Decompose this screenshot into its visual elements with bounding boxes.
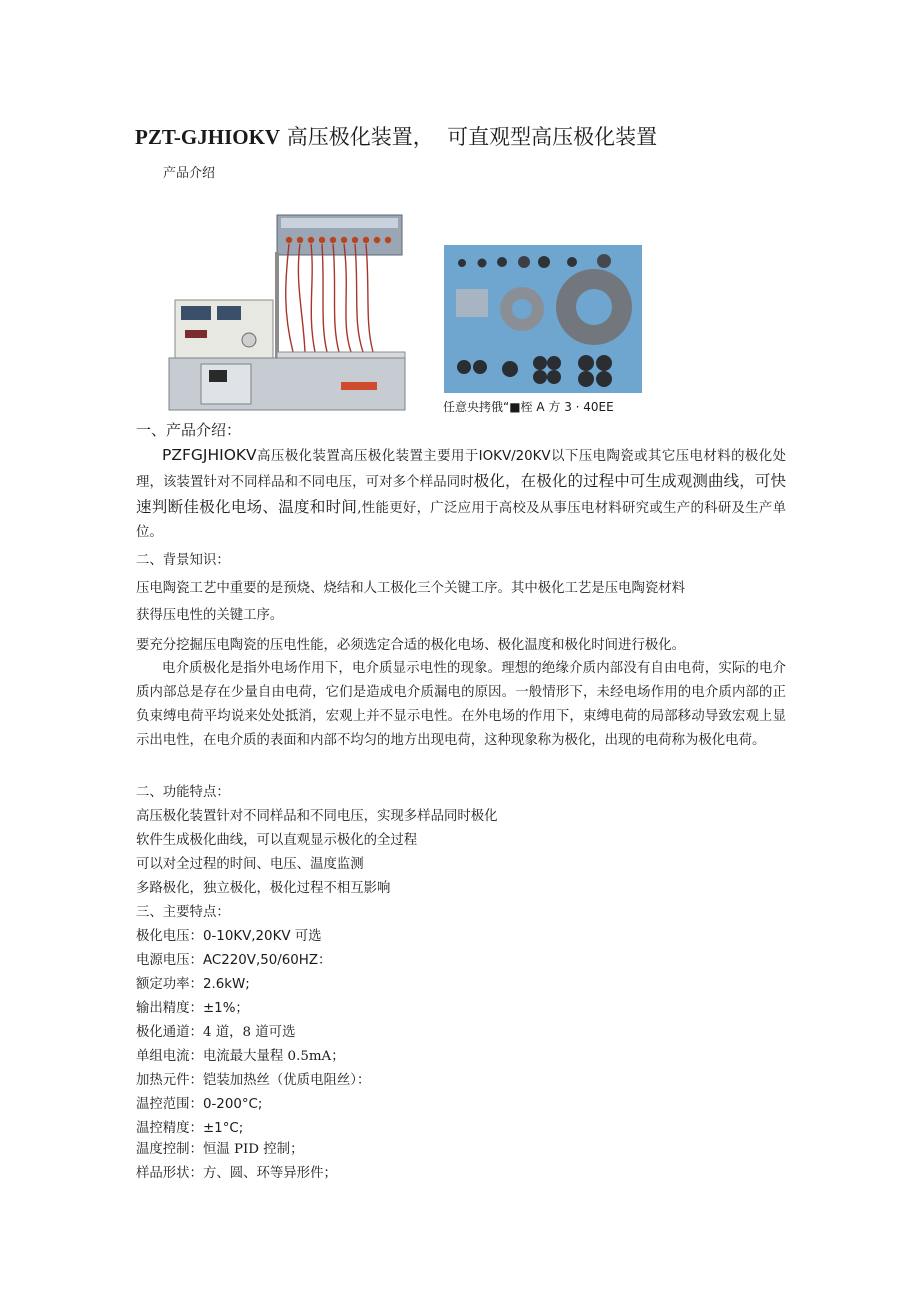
spec-label: 单组电流：	[136, 1049, 203, 1064]
spec-label: 额定功率：	[136, 977, 203, 992]
feature-item: 高压极化装置针对不同样品和不同电压，实现多样品同时极化	[136, 809, 498, 824]
section1-voltage: IOKV/20KV	[478, 449, 551, 464]
section1-text-e: 极化，在极化的过程中可生成观测曲线，可快速判断佳极化电场、温度和时间	[136, 472, 786, 516]
spec-label: 温度控制：	[136, 1142, 203, 1157]
spec-label: 加热元件：	[136, 1073, 203, 1088]
spec-label: 极化通道：	[136, 1025, 203, 1040]
spec-value: ±1%；	[202, 1001, 249, 1016]
feature-item: 多路极化，独立极化，极化过程不相互影响	[136, 881, 391, 896]
section2-line2: 获得压电性的关键工序。	[136, 608, 284, 623]
device-photo	[165, 212, 408, 412]
section1-model: PZFGJHIOKV	[162, 446, 257, 464]
spec-value: 方、圆、环等异形件；	[202, 1166, 337, 1181]
spec-value: 0-10KV,20KV 可选	[202, 929, 322, 944]
spec-row	[136, 973, 250, 992]
spec-value: 恒温 PID 控制；	[202, 1142, 304, 1157]
section1-heading: 一、产品介绍：	[136, 421, 242, 439]
section4-heading: 三、主要特点：	[136, 905, 230, 920]
section2-line1: 压电陶瓷工艺中重要的是预烧、烧结和人工极化三个关键工序。其中极化工艺是压电陶瓷材料	[136, 581, 686, 596]
spec-label: 输出精度：	[136, 1001, 203, 1016]
section1-text-d: 以下压电陶瓷或其它压电材料的极化处理，该装置针对不同样品和不同电压，可对多个样品同时	[136, 449, 786, 490]
intro-caption: 产品介绍	[163, 166, 216, 181]
title-part1: 高压极化装置，	[280, 125, 434, 149]
photo-caption: 任意央拷俄“■桎 A 方 3 · 40EE	[443, 400, 614, 414]
spec-label: 极化电压：	[136, 929, 203, 944]
page-title	[135, 121, 835, 151]
spec-row	[136, 1162, 337, 1181]
spec-row	[136, 1045, 345, 1064]
spec-row	[136, 1117, 243, 1136]
spec-value: 电流最大量程 0.5mA；	[202, 1049, 345, 1064]
feature-item: 可以对全过程的时间、电压、温度监测	[136, 857, 364, 872]
section3-heading: 二、功能特点：	[136, 785, 230, 800]
section1-text-f: ,性能更好，广泛应用于高校及从事压电材料研究或生产的科研及生产单位。	[136, 501, 786, 540]
samples-photo	[444, 245, 642, 393]
spec-value: 2.6kW;	[202, 977, 250, 992]
spec-row	[136, 1021, 295, 1040]
title-part2: 可直观型高压极化装置	[447, 125, 658, 149]
section2-line3: 要充分挖掘压电陶瓷的压电性能，必须选定合适的极化电场、极化温度和极化时间进行极化。	[136, 638, 686, 653]
spec-value: ±1°C;	[202, 1121, 244, 1136]
spec-row	[136, 1069, 370, 1088]
spec-row	[136, 1138, 303, 1157]
spec-label: 电源电压：	[136, 953, 203, 968]
spec-row	[136, 997, 249, 1016]
spec-value: 铠装加热丝（优质电阻丝）：	[202, 1073, 371, 1088]
spec-row	[136, 925, 322, 944]
section1-text-b: 高压极化装置高压极化装置主要用于	[256, 449, 479, 464]
section2-heading: 二、背景知识：	[136, 553, 230, 568]
spec-value: 4 道，8 道可选	[202, 1025, 296, 1040]
spec-value: 0-200°C;	[202, 1097, 263, 1112]
spec-label: 温控范围：	[136, 1097, 203, 1112]
section1-paragraph	[136, 443, 786, 545]
section2-paragraph: 电介质极化是指外电场作用下，电介质显示电性的现象。理想的绝缘介质内部没有自由电荷，实际的电介质内部总是存在少量自由电荷，它们是造成电介质漏电的原因。一般情形下，未经电场作用的电介质内部的正负束缚电荷平均说来处处抵消，宏观上并不显示电性。在外电场的作用下，束缚电荷的局部移动导致宏观上显示出电性，在电介质的表面和内部不均匀的地方出现电荷，这种现象称为极化，出现的电荷称为极化电荷。	[136, 661, 786, 748]
spec-label: 温控精度：	[136, 1121, 203, 1136]
spec-value: AC220V,50/60HZ：	[202, 953, 332, 968]
title-model: PZT-GJHIOKV	[135, 125, 281, 149]
spec-label: 样品形状：	[136, 1166, 203, 1181]
feature-item: 软件生成极化曲线，可以直观显示极化的全过程	[136, 833, 418, 848]
spec-row	[136, 1093, 262, 1112]
spec-row	[136, 949, 331, 968]
